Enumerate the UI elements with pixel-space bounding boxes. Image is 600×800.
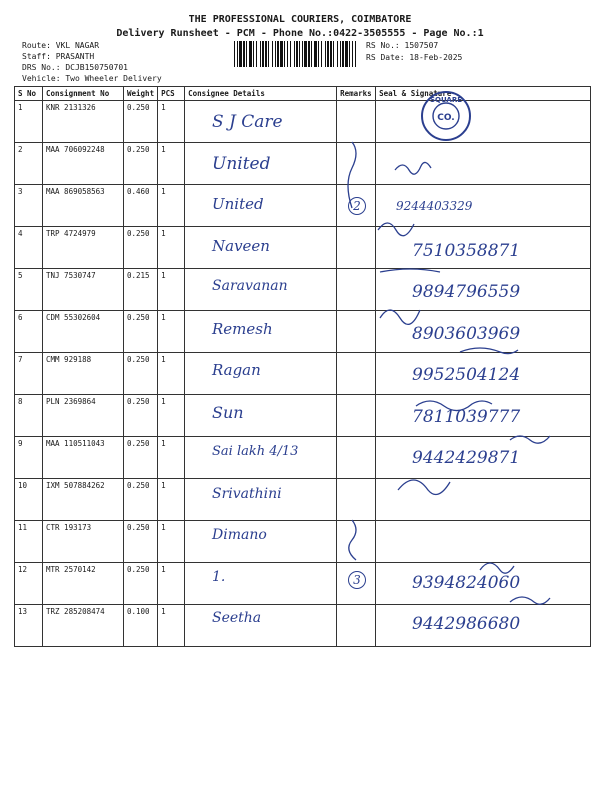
row-consignment: TRP 4724979: [43, 227, 124, 269]
row-sno: 6: [15, 311, 43, 353]
handwritten-phone: 7510358871: [412, 240, 521, 261]
drs-info: DRS No.: DCJB150750701: [22, 63, 128, 72]
row-sno: 1: [15, 101, 43, 143]
row-sno: 11: [15, 521, 43, 563]
handwritten-phone: 9952504124: [412, 365, 521, 385]
consignee-handwritten-name: Seetha: [212, 610, 262, 626]
col-consignment: Consignment No: [43, 87, 124, 101]
consignee-handwritten-name: Remesh: [212, 319, 273, 338]
remark-bracket: [348, 142, 356, 208]
seal-text: SQUARE: [429, 96, 463, 104]
row-weight: 0.250: [124, 311, 158, 353]
col-consignee: Consignee Details: [185, 87, 337, 101]
consignee-handwritten-name: Ragan: [212, 361, 261, 379]
row-pcs: 1: [158, 605, 185, 647]
remark-mark: 3: [348, 571, 366, 589]
row-consignment: KNR 2131326: [43, 101, 124, 143]
signature-scribble: [510, 436, 550, 443]
row-sno: 2: [15, 143, 43, 185]
handwritten-phone: 9394824060: [412, 572, 521, 593]
row-weight: 0.250: [124, 353, 158, 395]
signature-scribble: [398, 480, 450, 495]
row-sno: 5: [15, 269, 43, 311]
row-consignment: MAA 869058563: [43, 185, 124, 227]
signature-scribble: [416, 401, 492, 411]
row-sno: 13: [15, 605, 43, 647]
row-pcs: 1: [158, 185, 185, 227]
handwritten-phone: 9244403329: [396, 199, 473, 213]
row-weight: 0.250: [124, 479, 158, 521]
row-pcs: 1: [158, 311, 185, 353]
col-remarks: Remarks: [337, 87, 376, 101]
handwritten-phone: 9894796559: [412, 282, 521, 302]
row-sno: 8: [15, 395, 43, 437]
rs-number: RS No.: 1507507: [366, 41, 439, 50]
row-sno: 3: [15, 185, 43, 227]
consignee-handwritten-name: Dimano: [212, 527, 267, 543]
staff-info: Staff: PRASANTH: [22, 52, 95, 61]
signature-scribble: [380, 269, 440, 272]
signature-scribble: [460, 348, 518, 354]
row-pcs: 1: [158, 521, 185, 563]
row-weight: 0.250: [124, 143, 158, 185]
row-weight: 0.250: [124, 521, 158, 563]
consignee-handwritten-name: Naveen: [212, 236, 270, 255]
row-weight: 0.250: [124, 227, 158, 269]
row-consignment: MAA 110511043: [43, 437, 124, 479]
col-seal-signature: Seal & Signature: [376, 87, 591, 101]
row-pcs: 1: [158, 437, 185, 479]
row-consignment: MAA 706092248: [43, 143, 124, 185]
row-sno: 4: [15, 227, 43, 269]
row-consignment: TNJ 7530747: [43, 269, 124, 311]
row-pcs: 1: [158, 563, 185, 605]
remark-bracket: [349, 520, 356, 560]
row-pcs: 1: [158, 269, 185, 311]
signature-scribble: [510, 597, 550, 604]
row-weight: 0.250: [124, 395, 158, 437]
row-pcs: 1: [158, 143, 185, 185]
consignee-handwritten-name: 1.: [212, 568, 226, 585]
runsheet-title: Delivery Runsheet - PCM - Phone No.:0422-3505555 - Page No.:1: [116, 28, 484, 39]
signature-scribble: [480, 563, 514, 573]
row-sno: 10: [15, 479, 43, 521]
handwritten-phone: 7811039777: [412, 406, 521, 427]
remark-mark: 2: [348, 197, 366, 215]
row-pcs: 1: [158, 395, 185, 437]
company-title: THE PROFESSIONAL COURIERS, COIMBATORE: [188, 14, 412, 25]
consignee-handwritten-name: United: [212, 153, 271, 174]
handwritten-phone: 9442986680: [412, 614, 521, 634]
seal-inner-text: CO.: [437, 113, 455, 123]
consignee-handwritten-name: Srivathini: [212, 485, 282, 502]
col-pcs: PCS: [158, 87, 185, 101]
signature-scribble: [378, 223, 414, 236]
row-sno: 9: [15, 437, 43, 479]
handwritten-phone: 8903603969: [412, 323, 521, 344]
row-weight: 0.100: [124, 605, 158, 647]
row-weight: 0.250: [124, 563, 158, 605]
row-weight: 0.250: [124, 437, 158, 479]
consignee-handwritten-name: Sai lakh 4/13: [212, 444, 299, 459]
signature-scribble: [380, 310, 420, 324]
row-weight: 0.250: [124, 101, 158, 143]
handwritten-phone: 9442429871: [412, 448, 521, 468]
row-weight: 0.460: [124, 185, 158, 227]
row-consignment: CMM 929188: [43, 353, 124, 395]
consignee-handwritten-name: United: [212, 195, 264, 213]
col-weight: Weight: [124, 87, 158, 101]
consignee-handwritten-name: Sun: [212, 402, 244, 422]
row-pcs: 1: [158, 227, 185, 269]
row-weight: 0.215: [124, 269, 158, 311]
row-consignment: CTR 193173: [43, 521, 124, 563]
consignee-handwritten-name: Saravanan: [212, 278, 288, 294]
rs-date: RS Date: 18-Feb-2025: [366, 53, 463, 62]
row-sno: 7: [15, 353, 43, 395]
row-consignment: PLN 2369864: [43, 395, 124, 437]
consignee-handwritten-name: S J Care: [212, 112, 283, 132]
row-consignment: CDM 55302604: [43, 311, 124, 353]
row-pcs: 1: [158, 101, 185, 143]
row-sno: 12: [15, 563, 43, 605]
vehicle-info: Vehicle: Two Wheeler Delivery: [22, 74, 162, 83]
col-sno: S No: [15, 87, 43, 101]
row-consignment: TRZ 285208474: [43, 605, 124, 647]
row-pcs: 1: [158, 479, 185, 521]
route-info: Route: VKL NAGAR: [22, 41, 100, 50]
row-consignment: IXM 507884262: [43, 479, 124, 521]
signature-scribble: [395, 162, 431, 174]
row-pcs: 1: [158, 353, 185, 395]
row-consignment: MTR 2570142: [43, 563, 124, 605]
